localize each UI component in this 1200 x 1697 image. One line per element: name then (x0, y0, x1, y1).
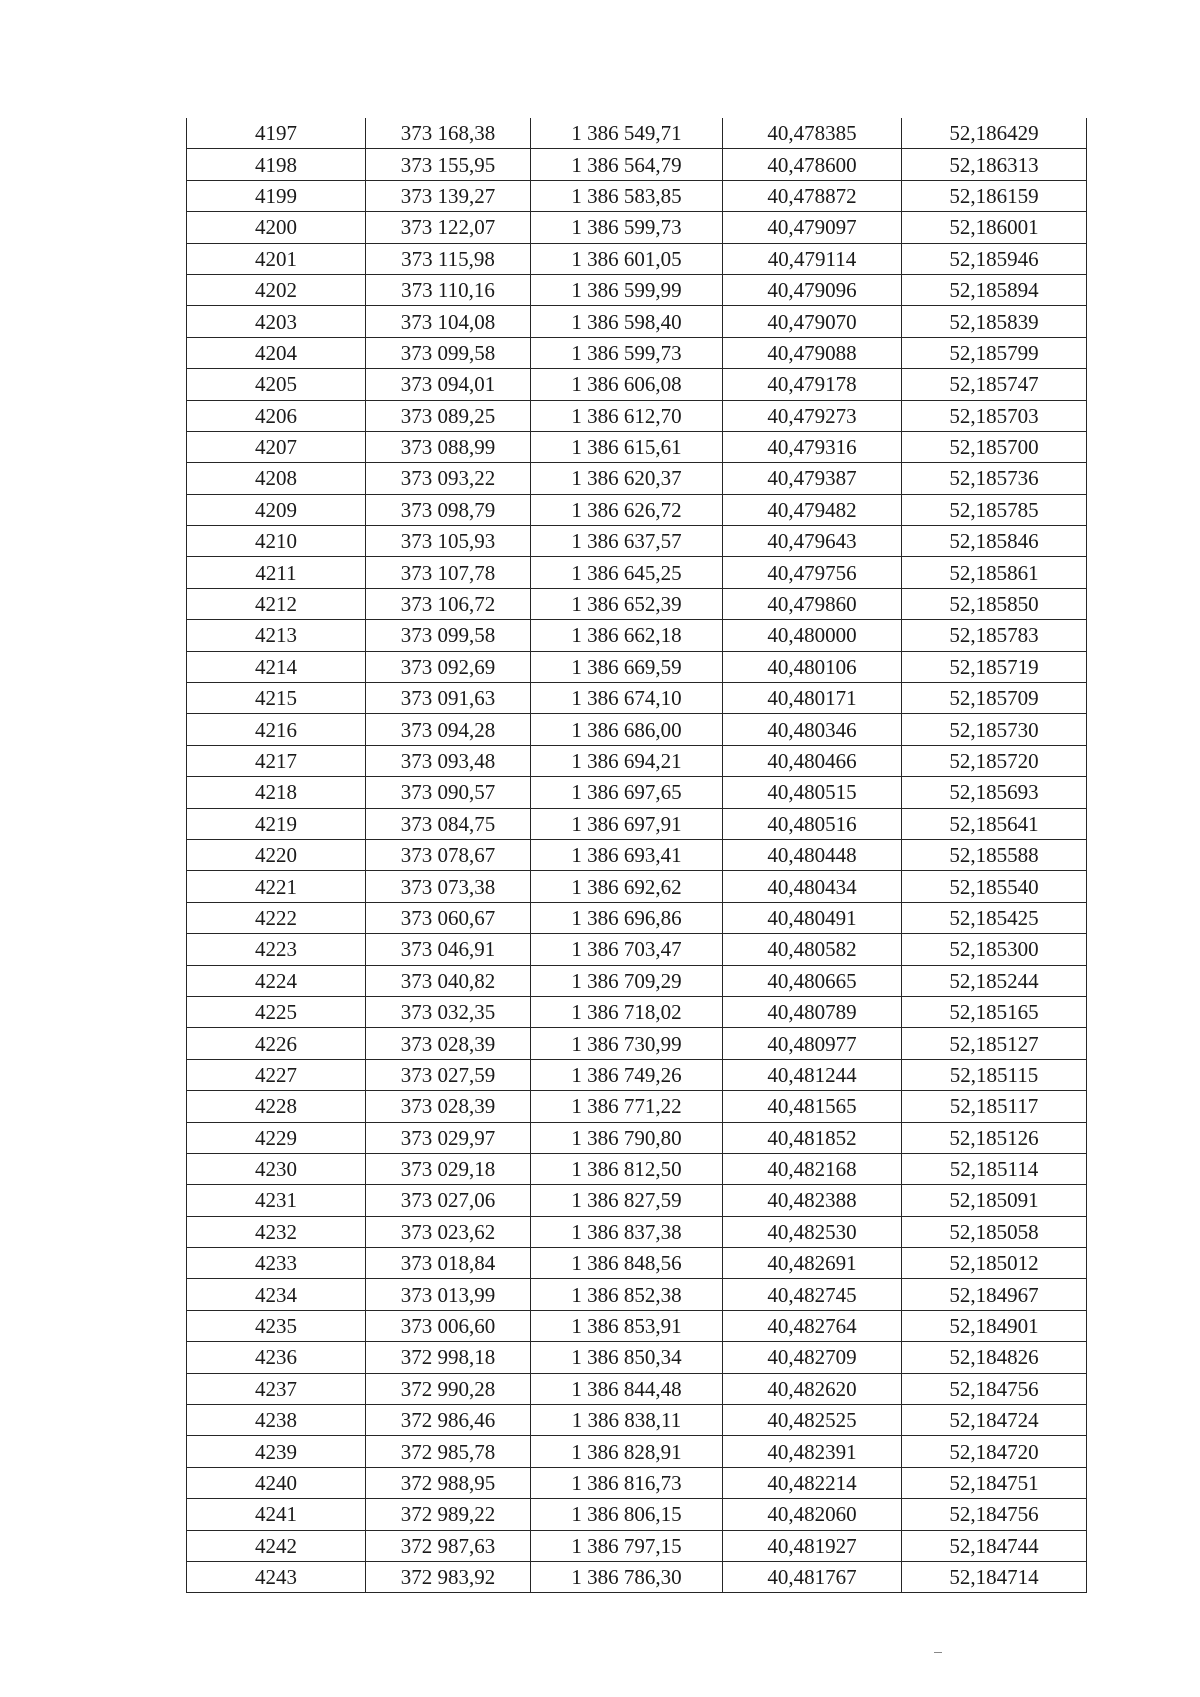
x-coordinate-cell: 372 989,22 (366, 1499, 531, 1530)
longitude-cell: 40,480434 (723, 871, 902, 902)
longitude-cell: 40,481927 (723, 1530, 902, 1561)
table-row (187, 902, 1087, 933)
latitude-cell: 52,185799 (902, 337, 1087, 368)
table-row (187, 1185, 1087, 1216)
table-row (187, 212, 1087, 243)
table-row (187, 526, 1087, 557)
y-coordinate-cell: 1 386 749,26 (531, 1059, 723, 1090)
point-number-cell: 4229 (187, 1122, 366, 1153)
latitude-cell: 52,184714 (902, 1561, 1087, 1592)
x-coordinate-cell: 373 018,84 (366, 1248, 531, 1279)
latitude-cell: 52,185115 (902, 1059, 1087, 1090)
latitude-cell: 52,185861 (902, 557, 1087, 588)
y-coordinate-cell: 1 386 850,34 (531, 1342, 723, 1373)
x-coordinate-cell: 373 006,60 (366, 1310, 531, 1341)
y-coordinate-cell: 1 386 612,70 (531, 400, 723, 431)
y-coordinate-cell: 1 386 693,41 (531, 839, 723, 870)
table-row (187, 1122, 1087, 1153)
longitude-cell: 40,479482 (723, 494, 902, 525)
x-coordinate-cell: 373 073,38 (366, 871, 531, 902)
x-coordinate-cell: 373 105,93 (366, 526, 531, 557)
longitude-cell: 40,482214 (723, 1467, 902, 1498)
point-number-cell: 4215 (187, 683, 366, 714)
x-coordinate-cell: 373 168,38 (366, 118, 531, 149)
table-row (187, 118, 1087, 149)
point-number-cell: 4197 (187, 118, 366, 149)
latitude-cell: 52,185127 (902, 1028, 1087, 1059)
point-number-cell: 4227 (187, 1059, 366, 1090)
y-coordinate-cell: 1 386 637,57 (531, 526, 723, 557)
point-number-cell: 4210 (187, 526, 366, 557)
x-coordinate-cell: 373 090,57 (366, 777, 531, 808)
point-number-cell: 4219 (187, 808, 366, 839)
table-row (187, 337, 1087, 368)
x-coordinate-cell: 373 032,35 (366, 996, 531, 1027)
x-coordinate-cell: 373 028,39 (366, 1091, 531, 1122)
y-coordinate-cell: 1 386 606,08 (531, 369, 723, 400)
longitude-cell: 40,480171 (723, 683, 902, 714)
longitude-cell: 40,479178 (723, 369, 902, 400)
longitude-cell: 40,479096 (723, 274, 902, 305)
table-row (187, 683, 1087, 714)
table-row (187, 1059, 1087, 1090)
y-coordinate-cell: 1 386 697,91 (531, 808, 723, 839)
table-row (187, 494, 1087, 525)
longitude-cell: 40,482168 (723, 1153, 902, 1184)
point-number-cell: 4223 (187, 934, 366, 965)
table-row (187, 620, 1087, 651)
y-coordinate-cell: 1 386 645,25 (531, 557, 723, 588)
table-row (187, 1028, 1087, 1059)
longitude-cell: 40,482764 (723, 1310, 902, 1341)
x-coordinate-cell: 373 091,63 (366, 683, 531, 714)
latitude-cell: 52,185747 (902, 369, 1087, 400)
x-coordinate-cell: 373 107,78 (366, 557, 531, 588)
point-number-cell: 4221 (187, 871, 366, 902)
longitude-cell: 40,482620 (723, 1373, 902, 1404)
y-coordinate-cell: 1 386 669,59 (531, 651, 723, 682)
table-row (187, 714, 1087, 745)
y-coordinate-cell: 1 386 620,37 (531, 463, 723, 494)
latitude-cell: 52,185300 (902, 934, 1087, 965)
x-coordinate-cell: 372 985,78 (366, 1436, 531, 1467)
latitude-cell: 52,184751 (902, 1467, 1087, 1498)
table-row (187, 996, 1087, 1027)
longitude-cell: 40,481767 (723, 1561, 902, 1592)
x-coordinate-cell: 373 093,48 (366, 745, 531, 776)
table-row (187, 839, 1087, 870)
point-number-cell: 4231 (187, 1185, 366, 1216)
table-row (187, 1436, 1087, 1467)
latitude-cell: 52,186429 (902, 118, 1087, 149)
longitude-cell: 40,479387 (723, 463, 902, 494)
latitude-cell: 52,186001 (902, 212, 1087, 243)
y-coordinate-cell: 1 386 615,61 (531, 431, 723, 462)
latitude-cell: 52,185703 (902, 400, 1087, 431)
point-number-cell: 4201 (187, 243, 366, 274)
y-coordinate-cell: 1 386 837,38 (531, 1216, 723, 1247)
x-coordinate-cell: 373 089,25 (366, 400, 531, 431)
y-coordinate-cell: 1 386 853,91 (531, 1310, 723, 1341)
y-coordinate-cell: 1 386 599,73 (531, 212, 723, 243)
point-number-cell: 4233 (187, 1248, 366, 1279)
latitude-cell: 52,185839 (902, 306, 1087, 337)
y-coordinate-cell: 1 386 771,22 (531, 1091, 723, 1122)
x-coordinate-cell: 373 092,69 (366, 651, 531, 682)
longitude-cell: 40,482530 (723, 1216, 902, 1247)
y-coordinate-cell: 1 386 583,85 (531, 180, 723, 211)
y-coordinate-cell: 1 386 816,73 (531, 1467, 723, 1498)
y-coordinate-cell: 1 386 692,62 (531, 871, 723, 902)
point-number-cell: 4240 (187, 1467, 366, 1498)
latitude-cell: 52,185850 (902, 588, 1087, 619)
y-coordinate-cell: 1 386 730,99 (531, 1028, 723, 1059)
point-number-cell: 4238 (187, 1405, 366, 1436)
y-coordinate-cell: 1 386 686,00 (531, 714, 723, 745)
x-coordinate-cell: 372 986,46 (366, 1405, 531, 1436)
longitude-cell: 40,480977 (723, 1028, 902, 1059)
longitude-cell: 40,482391 (723, 1436, 902, 1467)
x-coordinate-cell: 373 155,95 (366, 149, 531, 180)
point-number-cell: 4243 (187, 1561, 366, 1592)
table-row (187, 1342, 1087, 1373)
y-coordinate-cell: 1 386 797,15 (531, 1530, 723, 1561)
x-coordinate-cell: 373 094,01 (366, 369, 531, 400)
latitude-cell: 52,184826 (902, 1342, 1087, 1373)
longitude-cell: 40,480789 (723, 996, 902, 1027)
point-number-cell: 4220 (187, 839, 366, 870)
latitude-cell: 52,184724 (902, 1405, 1087, 1436)
longitude-cell: 40,479860 (723, 588, 902, 619)
longitude-cell: 40,478872 (723, 180, 902, 211)
x-coordinate-cell: 373 078,67 (366, 839, 531, 870)
y-coordinate-cell: 1 386 790,80 (531, 1122, 723, 1153)
table-row (187, 1248, 1087, 1279)
longitude-cell: 40,479756 (723, 557, 902, 588)
table-row (187, 1530, 1087, 1561)
point-number-cell: 4199 (187, 180, 366, 211)
point-number-cell: 4241 (187, 1499, 366, 1530)
longitude-cell: 40,480106 (723, 651, 902, 682)
table-row (187, 1373, 1087, 1404)
longitude-cell: 40,481565 (723, 1091, 902, 1122)
latitude-cell: 52,185165 (902, 996, 1087, 1027)
x-coordinate-cell: 372 988,95 (366, 1467, 531, 1498)
y-coordinate-cell: 1 386 674,10 (531, 683, 723, 714)
table-row (187, 1467, 1087, 1498)
table-row (187, 431, 1087, 462)
table-row (187, 557, 1087, 588)
latitude-cell: 52,185058 (902, 1216, 1087, 1247)
x-coordinate-cell: 373 027,06 (366, 1185, 531, 1216)
point-number-cell: 4198 (187, 149, 366, 180)
longitude-cell: 40,478600 (723, 149, 902, 180)
point-number-cell: 4218 (187, 777, 366, 808)
latitude-cell: 52,185641 (902, 808, 1087, 839)
longitude-cell: 40,482745 (723, 1279, 902, 1310)
longitude-cell: 40,479643 (723, 526, 902, 557)
y-coordinate-cell: 1 386 718,02 (531, 996, 723, 1027)
x-coordinate-cell: 372 983,92 (366, 1561, 531, 1592)
y-coordinate-cell: 1 386 848,56 (531, 1248, 723, 1279)
point-number-cell: 4202 (187, 274, 366, 305)
y-coordinate-cell: 1 386 662,18 (531, 620, 723, 651)
x-coordinate-cell: 373 122,07 (366, 212, 531, 243)
table-row (187, 369, 1087, 400)
latitude-cell: 52,185012 (902, 1248, 1087, 1279)
latitude-cell: 52,185894 (902, 274, 1087, 305)
longitude-cell: 40,481852 (723, 1122, 902, 1153)
y-coordinate-cell: 1 386 626,72 (531, 494, 723, 525)
x-coordinate-cell: 373 028,39 (366, 1028, 531, 1059)
y-coordinate-cell: 1 386 549,71 (531, 118, 723, 149)
y-coordinate-cell: 1 386 598,40 (531, 306, 723, 337)
latitude-cell: 52,184901 (902, 1310, 1087, 1341)
longitude-cell: 40,482388 (723, 1185, 902, 1216)
point-number-cell: 4242 (187, 1530, 366, 1561)
point-number-cell: 4203 (187, 306, 366, 337)
table-row (187, 243, 1087, 274)
x-coordinate-cell: 373 110,16 (366, 274, 531, 305)
longitude-cell: 40,480582 (723, 934, 902, 965)
latitude-cell: 52,185785 (902, 494, 1087, 525)
point-number-cell: 4207 (187, 431, 366, 462)
longitude-cell: 40,482691 (723, 1248, 902, 1279)
latitude-cell: 52,184756 (902, 1373, 1087, 1404)
latitude-cell: 52,185946 (902, 243, 1087, 274)
x-coordinate-cell: 373 027,59 (366, 1059, 531, 1090)
y-coordinate-cell: 1 386 827,59 (531, 1185, 723, 1216)
latitude-cell: 52,186313 (902, 149, 1087, 180)
table-row (187, 808, 1087, 839)
x-coordinate-cell: 373 139,27 (366, 180, 531, 211)
x-coordinate-cell: 373 084,75 (366, 808, 531, 839)
point-number-cell: 4205 (187, 369, 366, 400)
x-coordinate-cell: 373 094,28 (366, 714, 531, 745)
y-coordinate-cell: 1 386 703,47 (531, 934, 723, 965)
latitude-cell: 52,185730 (902, 714, 1087, 745)
latitude-cell: 52,185783 (902, 620, 1087, 651)
x-coordinate-cell: 373 060,67 (366, 902, 531, 933)
x-coordinate-cell: 373 040,82 (366, 965, 531, 996)
x-coordinate-cell: 373 023,62 (366, 1216, 531, 1247)
point-number-cell: 4234 (187, 1279, 366, 1310)
y-coordinate-cell: 1 386 652,39 (531, 588, 723, 619)
longitude-cell: 40,482709 (723, 1342, 902, 1373)
table-row (187, 149, 1087, 180)
latitude-cell: 52,184744 (902, 1530, 1087, 1561)
latitude-cell: 52,185114 (902, 1153, 1087, 1184)
table-row (187, 934, 1087, 965)
table-row (187, 1561, 1087, 1592)
latitude-cell: 52,185091 (902, 1185, 1087, 1216)
latitude-cell: 52,185117 (902, 1091, 1087, 1122)
point-number-cell: 4208 (187, 463, 366, 494)
y-coordinate-cell: 1 386 786,30 (531, 1561, 723, 1592)
x-coordinate-cell: 372 998,18 (366, 1342, 531, 1373)
x-coordinate-cell: 373 088,99 (366, 431, 531, 462)
point-number-cell: 4216 (187, 714, 366, 745)
table-row (187, 400, 1087, 431)
y-coordinate-cell: 1 386 694,21 (531, 745, 723, 776)
x-coordinate-cell: 372 990,28 (366, 1373, 531, 1404)
longitude-cell: 40,479273 (723, 400, 902, 431)
point-number-cell: 4225 (187, 996, 366, 1027)
table-row (187, 1499, 1087, 1530)
point-number-cell: 4212 (187, 588, 366, 619)
latitude-cell: 52,185425 (902, 902, 1087, 933)
y-coordinate-cell: 1 386 812,50 (531, 1153, 723, 1184)
point-number-cell: 4236 (187, 1342, 366, 1373)
longitude-cell: 40,482525 (723, 1405, 902, 1436)
x-coordinate-cell: 373 106,72 (366, 588, 531, 619)
x-coordinate-cell: 373 013,99 (366, 1279, 531, 1310)
table-row (187, 1279, 1087, 1310)
point-number-cell: 4211 (187, 557, 366, 588)
y-coordinate-cell: 1 386 599,73 (531, 337, 723, 368)
point-number-cell: 4235 (187, 1310, 366, 1341)
longitude-cell: 40,478385 (723, 118, 902, 149)
x-coordinate-cell: 373 104,08 (366, 306, 531, 337)
y-coordinate-cell: 1 386 852,38 (531, 1279, 723, 1310)
longitude-cell: 40,480491 (723, 902, 902, 933)
x-coordinate-cell: 372 987,63 (366, 1530, 531, 1561)
y-coordinate-cell: 1 386 697,65 (531, 777, 723, 808)
longitude-cell: 40,480665 (723, 965, 902, 996)
latitude-cell: 52,185719 (902, 651, 1087, 682)
longitude-cell: 40,482060 (723, 1499, 902, 1530)
table-row (187, 871, 1087, 902)
scan-speck (934, 1652, 942, 1653)
latitude-cell: 52,184720 (902, 1436, 1087, 1467)
y-coordinate-cell: 1 386 828,91 (531, 1436, 723, 1467)
coordinates-table-body (187, 118, 1087, 1593)
x-coordinate-cell: 373 115,98 (366, 243, 531, 274)
longitude-cell: 40,480000 (723, 620, 902, 651)
table-row (187, 777, 1087, 808)
point-number-cell: 4217 (187, 745, 366, 776)
point-number-cell: 4213 (187, 620, 366, 651)
x-coordinate-cell: 373 099,58 (366, 620, 531, 651)
table-row (187, 1310, 1087, 1341)
longitude-cell: 40,480516 (723, 808, 902, 839)
table-row (187, 1216, 1087, 1247)
coordinates-table (186, 118, 1087, 1593)
latitude-cell: 52,185736 (902, 463, 1087, 494)
table-row (187, 588, 1087, 619)
table-row (187, 180, 1087, 211)
point-number-cell: 4224 (187, 965, 366, 996)
longitude-cell: 40,479088 (723, 337, 902, 368)
longitude-cell: 40,481244 (723, 1059, 902, 1090)
table-row (187, 651, 1087, 682)
latitude-cell: 52,185244 (902, 965, 1087, 996)
longitude-cell: 40,480448 (723, 839, 902, 870)
latitude-cell: 52,185846 (902, 526, 1087, 557)
point-number-cell: 4232 (187, 1216, 366, 1247)
latitude-cell: 52,185709 (902, 683, 1087, 714)
longitude-cell: 40,480346 (723, 714, 902, 745)
longitude-cell: 40,480466 (723, 745, 902, 776)
x-coordinate-cell: 373 029,97 (366, 1122, 531, 1153)
y-coordinate-cell: 1 386 844,48 (531, 1373, 723, 1404)
point-number-cell: 4200 (187, 212, 366, 243)
x-coordinate-cell: 373 098,79 (366, 494, 531, 525)
point-number-cell: 4228 (187, 1091, 366, 1122)
point-number-cell: 4237 (187, 1373, 366, 1404)
point-number-cell: 4209 (187, 494, 366, 525)
latitude-cell: 52,185126 (902, 1122, 1087, 1153)
x-coordinate-cell: 373 093,22 (366, 463, 531, 494)
longitude-cell: 40,479114 (723, 243, 902, 274)
x-coordinate-cell: 373 099,58 (366, 337, 531, 368)
point-number-cell: 4214 (187, 651, 366, 682)
y-coordinate-cell: 1 386 564,79 (531, 149, 723, 180)
y-coordinate-cell: 1 386 599,99 (531, 274, 723, 305)
x-coordinate-cell: 373 029,18 (366, 1153, 531, 1184)
table-row (187, 1153, 1087, 1184)
latitude-cell: 52,185540 (902, 871, 1087, 902)
latitude-cell: 52,185588 (902, 839, 1087, 870)
table-row (187, 463, 1087, 494)
table-row (187, 745, 1087, 776)
longitude-cell: 40,479316 (723, 431, 902, 462)
point-number-cell: 4222 (187, 902, 366, 933)
latitude-cell: 52,185720 (902, 745, 1087, 776)
x-coordinate-cell: 373 046,91 (366, 934, 531, 965)
point-number-cell: 4239 (187, 1436, 366, 1467)
table-row (187, 306, 1087, 337)
y-coordinate-cell: 1 386 709,29 (531, 965, 723, 996)
longitude-cell: 40,479070 (723, 306, 902, 337)
point-number-cell: 4206 (187, 400, 366, 431)
latitude-cell: 52,185700 (902, 431, 1087, 462)
point-number-cell: 4204 (187, 337, 366, 368)
table-row (187, 965, 1087, 996)
point-number-cell: 4226 (187, 1028, 366, 1059)
latitude-cell: 52,186159 (902, 180, 1087, 211)
table-row (187, 274, 1087, 305)
y-coordinate-cell: 1 386 838,11 (531, 1405, 723, 1436)
y-coordinate-cell: 1 386 806,15 (531, 1499, 723, 1530)
y-coordinate-cell: 1 386 696,86 (531, 902, 723, 933)
latitude-cell: 52,184967 (902, 1279, 1087, 1310)
y-coordinate-cell: 1 386 601,05 (531, 243, 723, 274)
table-row (187, 1405, 1087, 1436)
table-row (187, 1091, 1087, 1122)
latitude-cell: 52,185693 (902, 777, 1087, 808)
longitude-cell: 40,480515 (723, 777, 902, 808)
latitude-cell: 52,184756 (902, 1499, 1087, 1530)
longitude-cell: 40,479097 (723, 212, 902, 243)
point-number-cell: 4230 (187, 1153, 366, 1184)
